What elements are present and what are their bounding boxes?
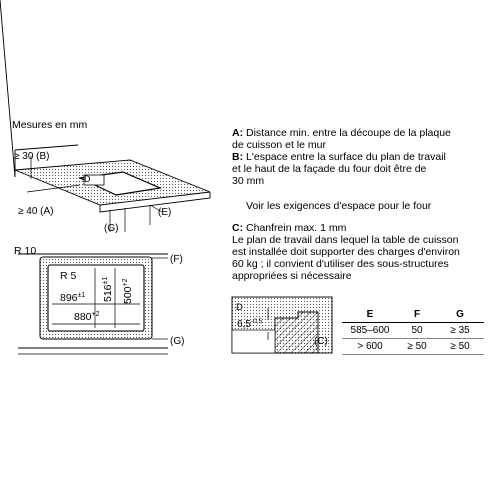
plan-label-f: (F) (170, 254, 183, 265)
units-caption: Mesures en mm (12, 119, 88, 131)
note-worktop: Le plan de travail dans lequel la table de cuisson est installée doit supporter des charges d'environ 60 kg ; il convient d'utiliser des sous-structures appropriées si nécessaire (232, 234, 460, 282)
detail-label-d: D (236, 302, 243, 313)
table-cell: 585–600 (342, 323, 398, 339)
perspective-label-a: ≥ 40 (A) (18, 206, 54, 217)
clearance-table (342, 307, 484, 355)
note-see-oven: Voir les exigences d'espace pour le four (246, 200, 432, 212)
plan-label-g: (G) (170, 336, 185, 347)
note-b-text: L'espace entre la surface du plan de travail et le haut de la façade du four doit être de 30 mm (232, 151, 446, 187)
table-row (342, 339, 484, 355)
perspective-label-g: (G) (104, 223, 119, 234)
table-header-g: G (436, 307, 484, 323)
table-cell: > 600 (342, 339, 398, 355)
plan-dim-516: $516^{\pm 1}$ (102, 276, 114, 302)
perspective-label-d: D (84, 174, 91, 184)
table-header-e: E (342, 307, 398, 323)
table-header-f: F (398, 307, 436, 323)
table-row (342, 323, 484, 339)
note-a: A: Distance min. entre la découpe de la plaque de cuisson et le mur (232, 127, 451, 151)
note-c: C: Chanfrein max. 1 mm (232, 222, 347, 234)
detail-label-c: (C) (314, 336, 328, 347)
table-cell: ≥ 50 (398, 339, 436, 355)
table-cell: 50 (398, 323, 436, 339)
detail-dim: $6,5^{-0,5}$ (237, 318, 263, 330)
plan-dim-880: $880^{+2}$ (74, 311, 100, 323)
perspective-label-e: (E) (158, 207, 172, 218)
plan-view (18, 254, 168, 354)
plan-radius-outer: R 10 (14, 245, 37, 257)
plan-dim-500: $500^{+2}$ (122, 278, 134, 304)
plan-radius-inner: R 5 (60, 270, 77, 282)
perspective-label-b: ≥ 30 (B) (14, 151, 50, 162)
table-cell: ≥ 35 (436, 323, 484, 339)
table-header-row (342, 307, 484, 323)
table-cell: ≥ 50 (436, 339, 484, 355)
plan-dim-896: $896^{\pm 1}$ (60, 292, 86, 304)
note-c-text: Chanfrein max. 1 mm (246, 222, 347, 234)
note-b: B: L'espace entre la surface du plan de travail et le haut de la façade du four doit être de 30 mm (232, 151, 446, 187)
note-a-text: Distance min. entre la découpe de la plaque de cuisson et le mur (232, 127, 451, 151)
perspective-view (0, 0, 210, 232)
